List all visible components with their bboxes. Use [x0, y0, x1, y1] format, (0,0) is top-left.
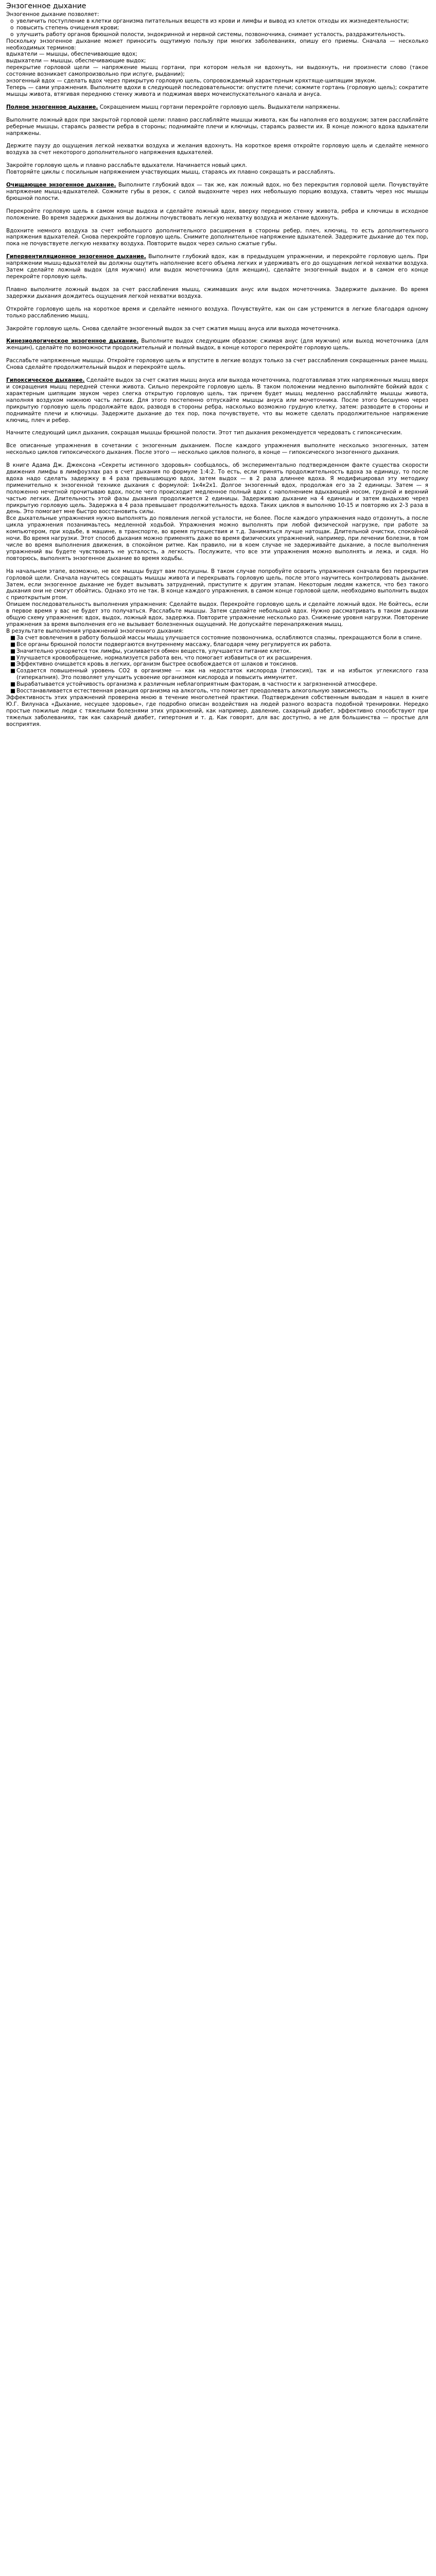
paragraph: Откройте горловую щель на короткое время и сделайте немного воздуха. Почувствуйте, как он сам устремится в легкие благодаря одному только расслаблению мышц.	[6, 306, 428, 319]
paragraph: На начальном этапе, возможно, не все мышцы будут вам послушны. В таком случае попробуйте освоить упражнения сначала без перекрытия горловой щели. Сначала научитесь сокращать мышцы живота и перекрывать горловую щель, после этого научитесь контролировать дыхание. Затем, если энзогенное дыхание не будет вызывать затруднений, приступите к другим этапам. Некоторым людям кажется, что без такого дыхания они не смогут обойтись. Однако это не так. В конце каждого упражнения, в самом конце горловой щели, необходимо выполнить выдох с приоткрытым ртом.	[6, 568, 428, 601]
exercise-hypoxic: Гипоксическое дыхание. Сделайте выдох за счет сжатия мышц ануса или выхода мочеточника, подготавливая этих напряженных мышц вверх и сокращения мышц передней стенки живота. Сильно перекройте горловую щель. В таком положении медленно выполняйте бойкий вдох с характерным шипящим звуком через слегка открытую горловую щель, так причем будет мышц медленно расслабляйте мышцы живота, наполняя воздухом нижнюю часть легких. Для этого постепенно отпускайте мышцы ануса или мочеточника. После этого бесшумно через прикрытую горловую щель продолжайте вдох, разводя в стороны ребра, насколько возможно грудную клетку, затем: разводите в стороны и поднимайте плечи и ключицы. Задержите дыхание до тех пор, пока почувствуете, что вы можете сделать продолжительное напряжение ключиц, плеч и ребер.	[6, 377, 429, 423]
exercise-title: Гипервентиляционное энзогенное дыхание.	[6, 253, 146, 260]
bullet-icon: ■	[10, 634, 15, 641]
term-definition: перекрытие горловой щели — напряжение мышц гортани, при котором нельзя ни вдохнуть, ни выдохнуть, ни произнести слово (такое состояние возникает самопроизвольно при испуге, рыдании);	[6, 64, 428, 78]
paragraph: Держите паузу до ощущения легкой нехватки воздуха и желания вдохнуть. На короткое время откройте горловую щель и сделайте немного воздуха за счет некоторого дополнительного напряжения вдыхателей.	[6, 143, 428, 156]
exercise-title: Гипоксическое дыхание.	[6, 377, 85, 384]
paragraph: Закройте горловую щель и плавно расслабьте вдыхатели. Начинается новый цикл.	[6, 162, 247, 169]
effect-item: ■ Восстанавливается естественная реакция организма на алкоголь, что помогает преодолевать алкогольную зависимость.	[10, 688, 369, 694]
benefit-item: o повысить степень очищения крови;	[10, 24, 119, 31]
intro-line: Энзогенное дыхание позволяет:	[6, 11, 99, 18]
effect-item: ■ Улучшается кровообращение, нормализуется работа вен, что помогает избавиться от их расширения.	[10, 654, 312, 661]
effect-item: ■ Эффективно очищается кровь в легких, организм быстрее освобождается от шлаков и токсинов.	[10, 661, 298, 668]
exercise-title: Кинезиологическое энзогенное дыхание.	[6, 338, 139, 345]
bullet-icon: ■	[10, 654, 15, 661]
paragraph: Теперь — сами упражнения. Выполните вдохи в следующей последовательности: опустите плечи; сожмите гортань (горловую щель); сократите мышцы живота, втягивая переднюю стенку живота и поджимая вверх мочеиспускательного канала и ануса.	[6, 84, 428, 97]
paragraph: Расслабьте напряженные мышцы. Откройте горловую щель и впустите в легкие воздух только за счет расслабления сокращенных ранее мышц. Снова сделайте продолжительный выдох и перекройте щель.	[6, 358, 428, 371]
document-body	[6, 2, 428, 727]
effect-item: ■ Значительно ускоряется ток лимфы, усиливается обмен веществ, улучшается питание клеток.	[10, 648, 291, 654]
benefit-item: o улучшить работу органов брюшной полости, эндокринной и нервной системы, позвоночника, снимает усталость, раздражительность.	[10, 31, 406, 38]
bullet-icon: ■	[10, 648, 15, 654]
bullet-icon: o	[10, 18, 14, 24]
exercise-title: Полное энзогенное дыхание.	[6, 104, 98, 110]
benefit-item: o увеличить поступление в клетки организма питательных веществ из крови и лимфы и вывод из клеток отходы их жизнедеятельности;	[10, 18, 409, 24]
paragraph: Все дыхательные упражнения нужно выполнять до появления легкой усталости, не более. После каждого упражнения надо отдохнуть, а после цикла упражнения позанимаьтесь медленной ходьбой. Упражнения можно выполнять при любой физической нагрузке, при работе за компьютером, при ходьбе, в машине, в транспорте, во время путешествия и т.д. Заниматься лучше натощак. Длительной очистки, спокойной ночи. Во время нагрузки. Этот способ дыхания можно применять даже во время физических упражнений, например, при лечении болезни, в том числе во время выполнения движения, в спокойном ритме. Как правило, ни в коем случае не задерживайте дыхание, а после выполнения упражнений вы будете чувствовать не усталость, а легкость. Послужите, что все эти упражнения можно выполнять и лежа, и сидя. Но повторюсь, выполнять энзогенное дыхание во время ходьбы.	[6, 515, 428, 562]
bullet-icon: o	[10, 31, 14, 38]
term-definition: выдыхатели — мышцы, обеспечивающие выдох;	[6, 58, 146, 64]
exercise-kinesiology: Кинезиологическое энзогенное дыхание. Выполните выдох следующим образом: сжимая анус (для мужчин) или выход мочеточника (для женщин), сделайте по возможности продолжительный и полный выдох, в конце которого перекройте горловую щель.	[6, 338, 428, 351]
effect-item: ■ Вырабатывается устойчивость организма к различным неблагоприятным факторам, в частности к загрязненной атмосфере.	[10, 681, 377, 688]
effect-item: ■ Создается повышенный уровень СО2 в организме — как на недостаток кислорода (гипоксия), так и на избыток углекислого газа (гиперкапния). Это позволяет улучшить усвоение организмом кислорода и повысить иммунитет.	[10, 668, 428, 681]
paragraph: Вдохните немного воздуха за счет небольшого дополнительного расширения в стороны ребер, плеч, ключиц, то есть дополнительного напряжения вдыхателей. Снова перекройте горловую щель. Снимите дополнительное напряжение вдыхателей. Задержите дыхание до тех пор, пока не почувствуете легкую нехватку воздуха. Повторите выдох через сильно сжатые губы.	[6, 227, 428, 247]
paragraph: Опишем последовательность выполнения упражнения: Сделайте выдох. Перекройте горловую щель и сделайте ложный вдох. Не бойтесь, если в первое время у вас не будет это получаться. Расслабьте мышцы. Затем сделайте небольшой вдох. Нужно рассматривать в таком дыхании общую схему упражнения: вдох, выдох, ложный вдох, задержка. Повторите упражнение несколько раз. Снижение уровня нагрузки. Повторение упражнения за время выполнения его не вызывает болезненных ощущений. Не допускайте перенапряжения мышц.	[6, 601, 428, 628]
exercise-hyperventilation: Гипервентиляционное энзогенное дыхание. Выполните глубокий вдох, как в предыдущем упражнении, и перекройте горловую щель. При напряжении мышц-вдыхателей вы должны ощутить наполнение всего объема легких и удерживать его до ощущения легкой нехватки воздуха. Затем сделайте ложный выдох (для мужчин) или выдох мочеточника (для женщин), сделайте энзогенный выдох и в самом его конце перекройте горловую щель.	[6, 253, 428, 280]
exercise-cleansing: Очищающее энзогенное дыхание. Выполните глубокий вдох — так же, как ложный вдох, но без перекрытия горловой щели. Почувствуйте напряжение мышц-вдыхателей. Сожмите губы в резок, с силой выдохните через них небольшую порцию воздуха, ставить через нос мышцы брюшной полости.	[6, 182, 428, 201]
paragraph: Повторяйте циклы с посильным напряжением участвующих мышц, стараясь их плавно сокращать и расслаблять.	[6, 169, 336, 176]
bullet-icon: o	[10, 24, 14, 31]
exercise-full: Полное энзогенное дыхание. Сокращением мышц гортани перекройте горловую щель. Выдыхатели напряжены.	[6, 104, 340, 110]
bullet-icon: ■	[10, 688, 15, 694]
bullet-icon: ■	[10, 668, 15, 674]
paragraph: Эффективность этих упражнений проверена мною в течение многолетней практики. Подтверждения собственным выводам я нашел в книге Ю.Г. Вилунаса «Дыхание, несущее здоровье», где подробно описан воздействия на людей разного возраста подобной тренировки. Нередко простые пожилые люди с тяжелыми болезнями этих упражнений, как например, давление, сахарный диабет, эффективно способствуют при тяжелых заболеваниях, так как сахарный диабет, гипертония и т. д. Как говорят, для вас доступно, а не для большинства — простые для восприятия.	[6, 694, 428, 727]
effect-item: ■ Все органы брюшной полости подвергаются внутреннему массажу, благодаря чему регулируется их работа.	[10, 641, 332, 648]
exercise-title: Очищающее энзогенное дыхание.	[6, 182, 116, 189]
term-definition: вдыхатели — мышцы, обеспечивающие вдох;	[6, 51, 137, 58]
paragraph: Закройте горловую щель. Снова сделайте энзогенный выдох за счет сжатия мышц ануса или выхода мочеточника.	[6, 325, 340, 332]
paragraph: В книге Адама Дж. Джексона «Секреты истинного здоровья» сообщалось, об экспериментально подтвержденном факте существа скорости движения лимфы в лимфоузлах раз в счет дыхания по формуле 1:4:2. То есть, если принять продолжительность вдоха за единицу, то после вдоха надо сделать задержку в 4 раза превышающую вдох, затем выдох — в 2 раза длиннее вдоха. Я модифицировал эту методику применительно к энзогенной технике дыхания с формулой: 1к4к2х1. Долгое энзогенный вдох, продолжая его за 2 единицы. Затем — я положенно нечетной прочитываю вдох, после чего происходит медленное полный вдох с наполнением вдыхающей носом, грудной и верхний частью легких. Длительность этой фазы дыхания продолжается 2 единицы. Задерживаю дыхание на 4 единицы и затем выдыхаю через прикрытую горловую щель. Задержка в 4 раза превышает продолжительность вдоха. Таких циклов я выполняю 10-15 и повторяю их 2-3 раза в день. Это помогает мне быстро восстановить силы.	[6, 462, 428, 515]
effects-intro: В результате выполнения упражнений энзогенного дыхания:	[6, 628, 184, 634]
paragraph: Все описанные упражнения в сочетании с энзогенным дыханием. После каждого упражнения выполните несколько энзогенных, затем несколько циклов гипоксического дыхания. После этого — несколько циклов полного, в конце — гипоксического энзогенного дыхания.	[6, 443, 428, 456]
paragraph: Поскольку энзогенное дыхание может приносить ощутимую пользу при многих заболеваниях, опишу его приемы. Сначала — несколько необходимых терминов:	[6, 38, 428, 51]
paragraph: Выполните ложный вдох при закрытой горловой щели: плавно расслабляйте мышцы живота, как бы наполняя его воздухом; затем расслабляйте реберные мышцы, стараясь развести ребра в стороны; поднимайте плечи и ключицы, стараясь развести их. В конце ложного вдоха вдыхатели напряжены.	[6, 116, 428, 137]
bullet-icon: ■	[10, 661, 15, 668]
paragraph: Плавно выполните ложный выдох за счет расслабления мышц, сжимавших анус или выдох мочеточника. Задержите дыхание. Во время задержки дыхания дождитесь ощущения легкой нехватки воздуха.	[6, 286, 428, 299]
document-title: Энзогенное дыхание	[6, 2, 86, 10]
term-definition: энзогенный вдох — сделать вдох через прикрытую горловую щель, сопровождаемый характерным кряхтяще-шипящим звуком.	[6, 78, 377, 84]
bullet-icon: ■	[10, 681, 15, 688]
paragraph: Перекройте горловую щель в самом конце выдоха и сделайте ложный вдох, вверху переднюю стенку живота, ребра и ключицы в исходное положение. Во время задержки дыхания вы должны почувствовать легкую нехватку воздуха и желание вдохнуть.	[6, 208, 428, 221]
bullet-icon: ■	[10, 641, 15, 648]
effect-item: ■ За счет вовлечения в работу большой массы мышц улучшается состояние позвоночника, ослабляются спазмы, прекращаются боли в спине.	[10, 634, 422, 641]
paragraph: Начните следующий цикл дыхания, сокращая мышцы брюшной полости. Этот тип дыхания рекомендуется чередовать с гипоксическим.	[6, 430, 403, 436]
